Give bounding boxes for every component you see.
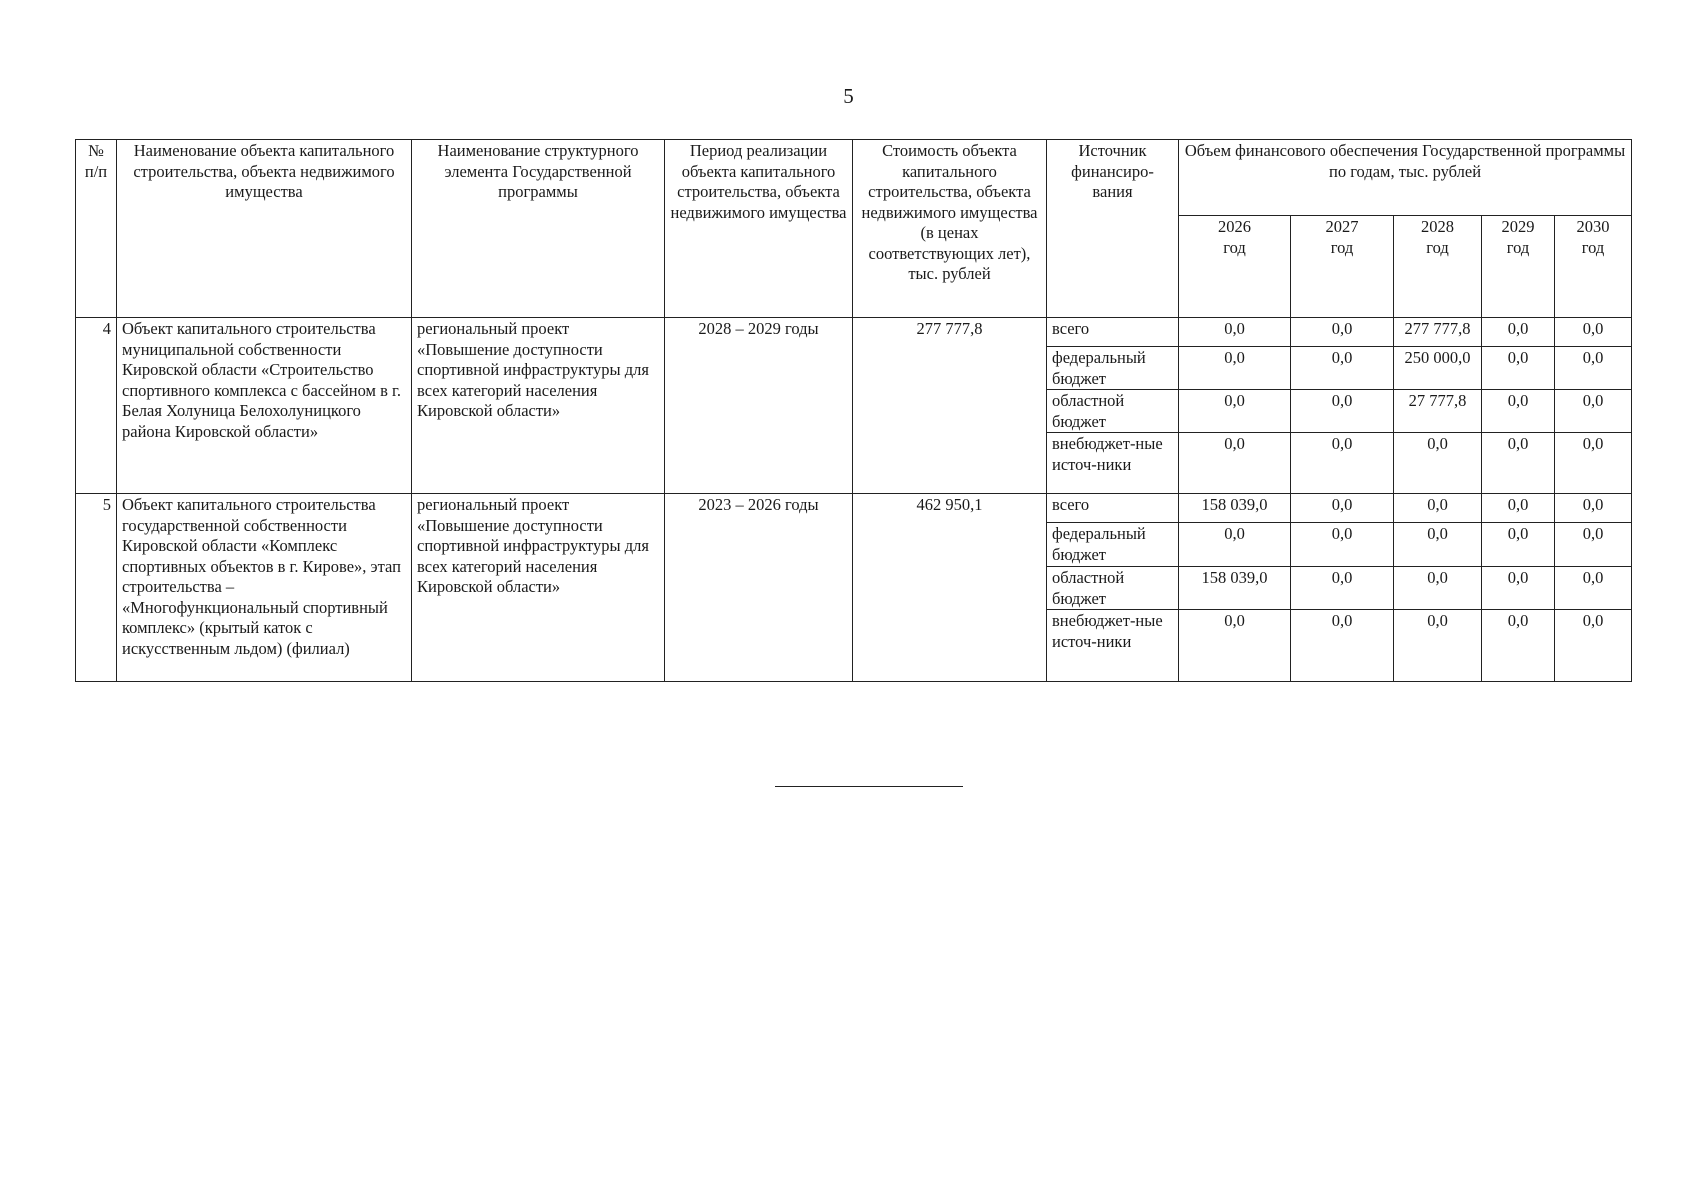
- value-cell: 0,0: [1555, 567, 1632, 610]
- value-cell: 0,0: [1482, 523, 1555, 567]
- value-cell: 0,0: [1482, 347, 1555, 390]
- source-name: областной бюджет: [1047, 390, 1179, 433]
- header-source: Источник финансиро-вания: [1047, 140, 1179, 318]
- value-cell: 0,0: [1394, 523, 1482, 567]
- value-cell: 0,0: [1555, 433, 1632, 494]
- row-cost: 462 950,1: [853, 494, 1047, 682]
- value-cell: 158 039,0: [1179, 567, 1291, 610]
- table-row: [76, 318, 1632, 347]
- value-cell: 0,0: [1291, 390, 1394, 433]
- value-cell: 0,0: [1555, 610, 1632, 682]
- header-period: Период реализации объекта капитального строительства, объекта недвижимого имущества: [665, 140, 853, 318]
- header-year-2030: 2030 год: [1555, 216, 1632, 318]
- source-name: федеральный бюджет: [1047, 523, 1179, 567]
- value-cell: 0,0: [1555, 347, 1632, 390]
- row-element: региональный проект «Повышение доступности спортивной инфраструктуры для всех категорий населения Кировской области»: [412, 494, 665, 682]
- source-name: всего: [1047, 318, 1179, 347]
- value-cell: 0,0: [1291, 567, 1394, 610]
- row-object: Объект капитального строительства муниципальной собственности Кировской области «Строительство спортивного комплекса с бассейном в г. Белая Холуница Белохолуницкого района Кировской области»: [117, 318, 412, 494]
- header-year-2029: 2029 год: [1482, 216, 1555, 318]
- value-cell: 0,0: [1179, 523, 1291, 567]
- value-cell: 0,0: [1291, 494, 1394, 523]
- end-of-document-rule: [775, 786, 963, 787]
- source-name: внебюджет-ные источ-ники: [1047, 433, 1179, 494]
- page-number: 5: [843, 84, 854, 108]
- source-name: внебюджет-ные источ-ники: [1047, 610, 1179, 682]
- value-cell: 0,0: [1482, 610, 1555, 682]
- value-cell: 0,0: [1291, 433, 1394, 494]
- header-year-2028: 2028 год: [1394, 216, 1482, 318]
- value-cell: 0,0: [1482, 567, 1555, 610]
- header-year-2027: 2027 год: [1291, 216, 1394, 318]
- value-cell: 158 039,0: [1179, 494, 1291, 523]
- value-cell: 0,0: [1482, 433, 1555, 494]
- row-num: 4: [76, 318, 117, 494]
- header-volume: Объем финансового обеспечения Государственной программы по годам, тыс. рублей: [1179, 140, 1632, 216]
- row-num: 5: [76, 494, 117, 682]
- value-cell: 27 777,8: [1394, 390, 1482, 433]
- value-cell: 0,0: [1179, 390, 1291, 433]
- value-cell: 0,0: [1179, 347, 1291, 390]
- value-cell: 0,0: [1482, 494, 1555, 523]
- value-cell: 0,0: [1394, 567, 1482, 610]
- value-cell: 0,0: [1555, 494, 1632, 523]
- value-cell: 0,0: [1291, 318, 1394, 347]
- value-cell: 0,0: [1179, 610, 1291, 682]
- value-cell: 250 000,0: [1394, 347, 1482, 390]
- value-cell: 0,0: [1555, 523, 1632, 567]
- value-cell: 0,0: [1291, 610, 1394, 682]
- table-row: [76, 494, 1632, 523]
- value-cell: 0,0: [1291, 523, 1394, 567]
- capital-objects-table: [75, 139, 1632, 682]
- value-cell: 0,0: [1179, 433, 1291, 494]
- source-name: областной бюджет: [1047, 567, 1179, 610]
- header-cost: Стоимость объекта капитального строительства, объекта недвижимого имущества (в ценах соответствующих лет), тыс. рублей: [853, 140, 1047, 318]
- row-period: 2023 – 2026 годы: [665, 494, 853, 682]
- source-name: федеральный бюджет: [1047, 347, 1179, 390]
- row-object: Объект капитального строительства государственной собственности Кировской области «Комплекс спортивных объектов в г. Кирове», этап строительства – «Многофункциональный спортивный комплекс» (крытый каток с искусственным льдом) (филиал): [117, 494, 412, 682]
- value-cell: 0,0: [1482, 390, 1555, 433]
- row-period: 2028 – 2029 годы: [665, 318, 853, 494]
- value-cell: 0,0: [1555, 390, 1632, 433]
- value-cell: 0,0: [1394, 433, 1482, 494]
- value-cell: 0,0: [1394, 494, 1482, 523]
- value-cell: 0,0: [1179, 318, 1291, 347]
- value-cell: 0,0: [1394, 610, 1482, 682]
- header-year-2026: 2026 год: [1179, 216, 1291, 318]
- value-cell: 0,0: [1555, 318, 1632, 347]
- value-cell: 277 777,8: [1394, 318, 1482, 347]
- source-name: всего: [1047, 494, 1179, 523]
- value-cell: 0,0: [1291, 347, 1394, 390]
- header-num: № п/п: [76, 140, 117, 318]
- header-element: Наименование структурного элемента Государственной программы: [412, 140, 665, 318]
- row-element: региональный проект «Повышение доступности спортивной инфраструктуры для всех категорий населения Кировской области»: [412, 318, 665, 494]
- header-object: Наименование объекта капитального строительства, объекта недвижимого имущества: [117, 140, 412, 318]
- value-cell: 0,0: [1482, 318, 1555, 347]
- row-cost: 277 777,8: [853, 318, 1047, 494]
